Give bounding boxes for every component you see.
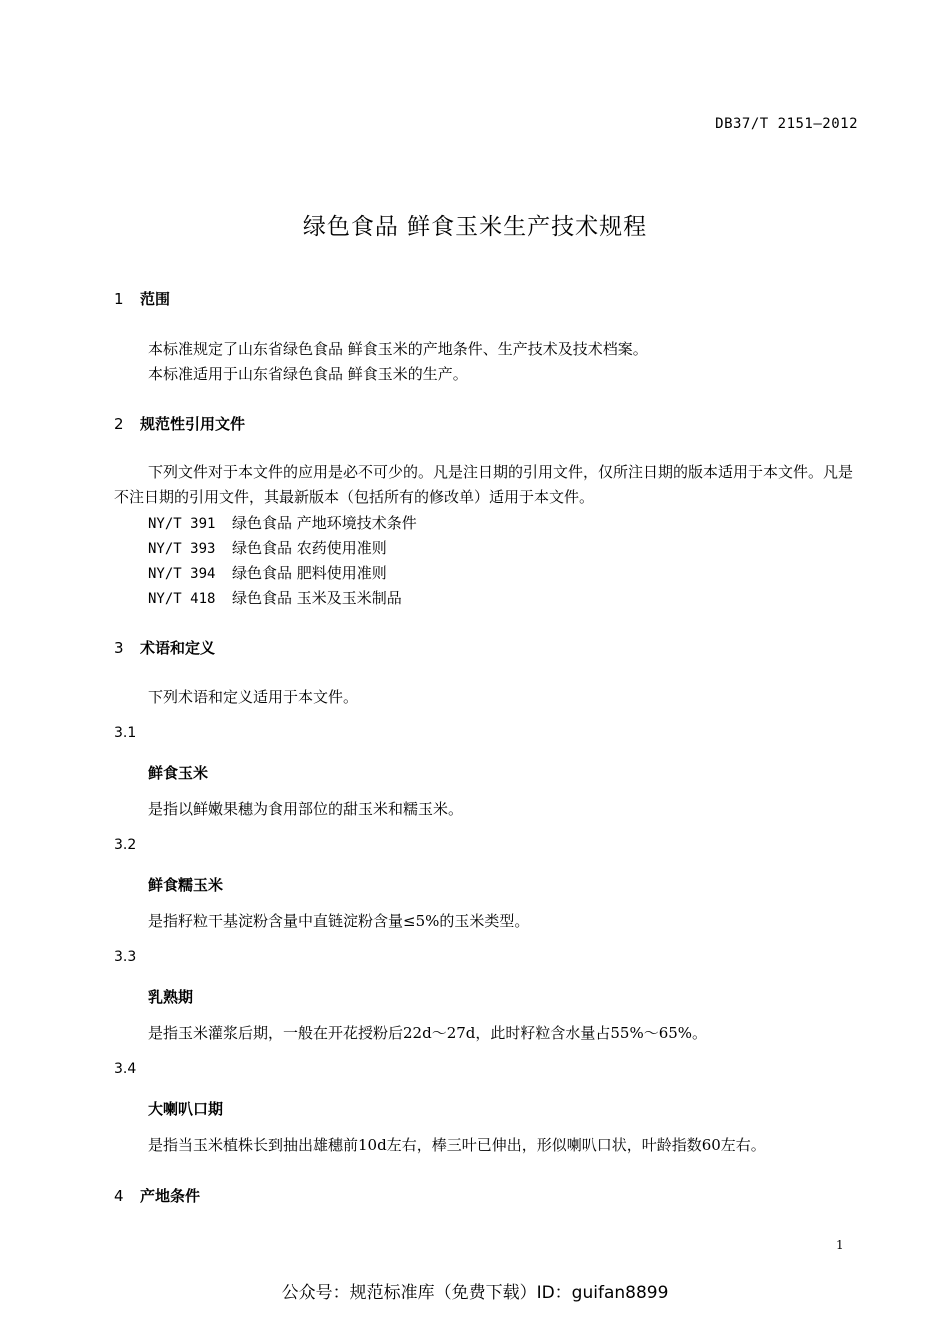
section-number: 3 [114, 639, 124, 657]
section-heading-3 [114, 637, 215, 658]
paragraph: 下列文件对于本文件的应用是必不可少的。凡是注日期的引用文件，仅所注日期的版本适用于本文件。凡是不注日期的引用文件，其最新版本（包括所有的修改单）适用于本文件。 [114, 463, 854, 506]
page-number: 1 [836, 1238, 844, 1252]
reference-title: 绿色食品 产地环境技术条件 [232, 514, 417, 532]
term-title: 大喇叭口期 [148, 1100, 224, 1118]
section-title: 术语和定义 [140, 639, 216, 657]
term-definition: 是指籽粒干基淀粉含量中直链淀粉含量≤5%的玉米类型。 [148, 912, 530, 930]
paragraph: 下列术语和定义适用于本文件。 [148, 688, 359, 706]
subsection-number: 3.2 [114, 837, 137, 853]
reference-item [148, 587, 402, 608]
section-heading-1 [114, 288, 170, 309]
page-title: 绿色食品 鲜食玉米生产技术规程 [302, 214, 648, 240]
section-number: 4 [114, 1187, 124, 1205]
term-definition: 是指以鲜嫩果穗为食用部位的甜玉米和糯玉米。 [148, 800, 464, 818]
reference-code: NY/T 394 [148, 566, 216, 582]
section-number: 2 [114, 415, 124, 433]
reference-code: NY/T 391 [148, 516, 216, 532]
paragraph: 本标准规定了山东省绿色食品 鲜食玉米的产地条件、生产技术及技术档案。 [148, 340, 648, 358]
subsection-number: 3.3 [114, 949, 137, 965]
subsection-number: 3.1 [114, 725, 137, 741]
paragraph: 本标准适用于山东省绿色食品 鲜食玉米的生产。 [148, 365, 468, 383]
reference-item [148, 512, 417, 533]
reference-title: 绿色食品 玉米及玉米制品 [232, 589, 402, 607]
reference-code: NY/T 418 [148, 591, 216, 607]
term-title: 鲜食糯玉米 [148, 876, 224, 894]
subsection-number: 3.4 [114, 1061, 137, 1077]
section-title: 规范性引用文件 [140, 415, 246, 433]
term-title: 鲜食玉米 [148, 764, 209, 782]
term-definition: 是指玉米灌浆后期，一般在开花授粉后22d～27d，此时籽粒含水量占55%～65%。 [148, 1024, 708, 1042]
section-heading-2 [114, 413, 245, 434]
reference-title: 绿色食品 肥料使用准则 [232, 564, 387, 582]
section-title: 范围 [140, 290, 171, 308]
term-definition: 是指当玉米植株长到抽出雄穗前10d左右，棒三叶已伸出，形似喇叭口状，叶龄指数60左右。 [148, 1136, 766, 1154]
reference-code: NY/T 393 [148, 541, 216, 557]
footer-watermark-text: 公众号：规范标准库（免费下载）ID：guifan8899 [281, 1283, 669, 1303]
section-number: 1 [114, 290, 124, 308]
reference-title: 绿色食品 农药使用准则 [232, 539, 387, 557]
section-title: 产地条件 [140, 1187, 201, 1205]
term-title: 乳熟期 [148, 988, 194, 1006]
reference-item [148, 537, 387, 558]
reference-item [148, 562, 387, 583]
section-heading-4 [114, 1185, 200, 1206]
document-id: DB37/T 2151—2012 [715, 116, 858, 132]
